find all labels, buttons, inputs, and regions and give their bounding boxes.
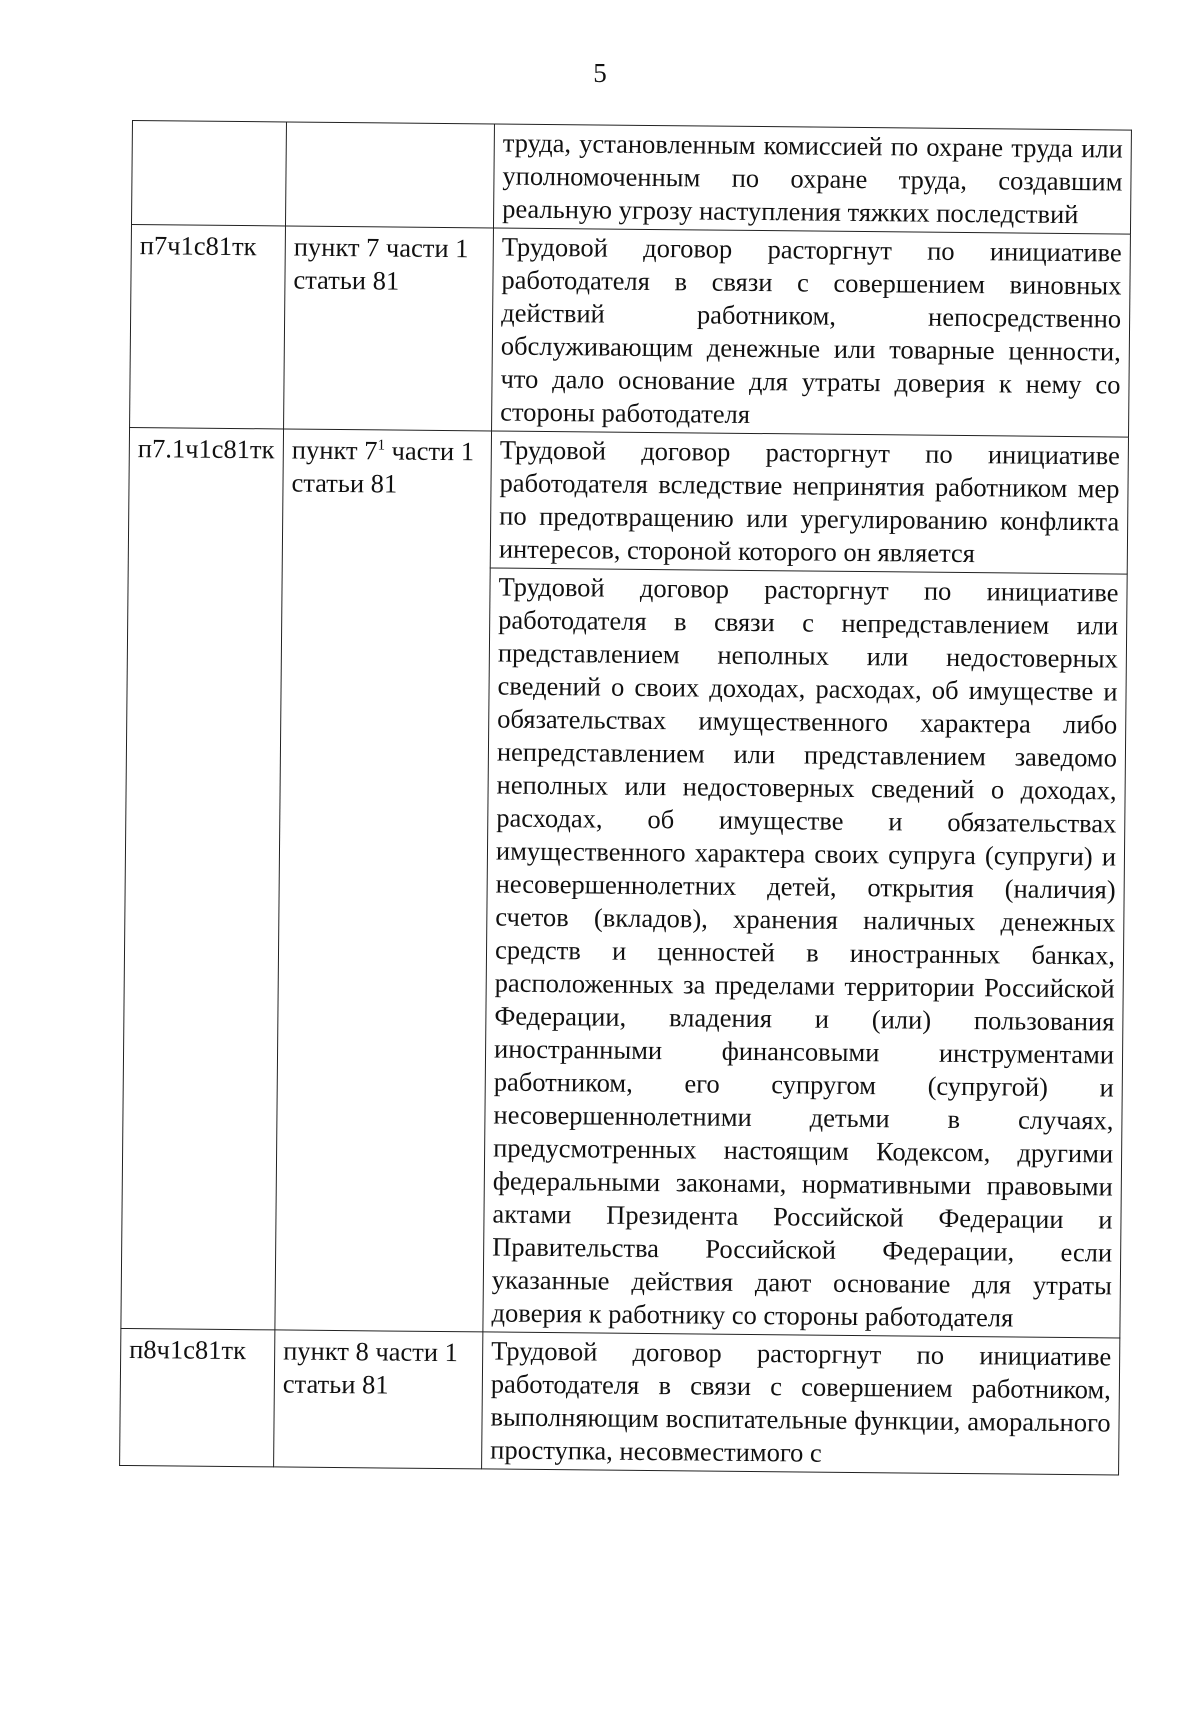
description-cell: труда, установленным комиссией по охране труда или уполномоченным по охране труда, создавшим реальную угрозу наступления тяжких последствий (493, 124, 1131, 234)
article-ref-rest: части 1 статьи 81 (291, 435, 475, 499)
table-row (130, 224, 1131, 437)
description-cell: Трудовой договор расторгнут по инициативе работодателя в связи с совершением виновных действий работником, непосредственно обслуживающим денежные или товарные ценности, что дало основание для утраты доверия к нему со стороны работодателя (492, 228, 1131, 437)
table-row (128, 427, 1128, 574)
article-ref-cell: пункт 8 части 1 статьи 81 (274, 1330, 483, 1469)
description-cell: Трудовой договор расторгнут по инициативе работодателя вследствие непринятия работником мер по предотвращению или урегулированию конфликта интересов, стороной которого он является (490, 431, 1128, 574)
code-cell (131, 121, 286, 226)
article-ref-cell: пункт 7 части 1 статьи 81 (284, 226, 494, 431)
code-cell: п8ч1с81тк (120, 1328, 275, 1466)
dismissal-codes-table (119, 120, 1132, 1476)
article-ref-cell (285, 122, 494, 228)
article-ref-main: пункт 7 (291, 434, 378, 466)
code-cell: п7.1ч1с81тк (121, 427, 284, 1329)
code-cell: п7ч1с81тк (130, 224, 286, 428)
table-row (131, 121, 1131, 235)
article-ref-cell (275, 429, 492, 1332)
description-cell: Трудовой договор расторгнут по инициативе работодателя в связи с непредставлением или представлением неполных или недостоверных сведений о своих доходах, расходах, об имуществе и обязательствах имущественного характера либо непредставлением или представлением заведомо неполных или недостоверных сведений о доходах, расходах, об имуществе и обязательствах имущественного характера своих супруга (супруги) и несовершеннолетних детей, открытия (наличия) счетов (вкладов), хранения наличных денежных средств и ценностей в иностранных банках, расположенных за пределами территории Российской Федерации, владения и (или) пользования иностранными финансовыми инструментами работником, его супругом (супругой) и несовершеннолетними детьми в случаях, предусмотренных настоящим Кодексом, другими федеральными законами, нормативными правовыми актами Президента Российской Федерации и Правительства Российской Федерации, если указанные действия дают основание для утраты доверия к работнику со стороны работодателя (483, 568, 1127, 1338)
description-cell: Трудовой договор расторгнут по инициативе работодателя в связи с совершением работником, выполняющим воспитательные функции, аморального проступка, несовместимого с (482, 1332, 1120, 1475)
page-number: 5 (593, 58, 607, 88)
table-row (120, 1328, 1120, 1475)
article-ref-superscript: 1 (377, 437, 386, 454)
